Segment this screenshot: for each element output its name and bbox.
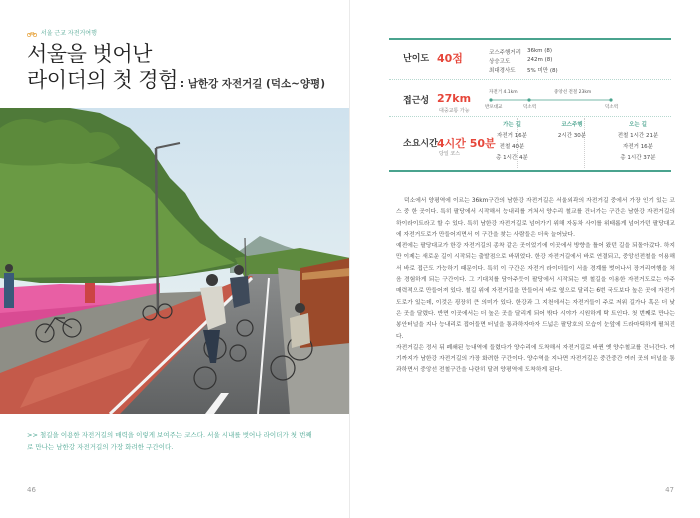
col-head-return: 오는 길 (629, 122, 647, 128)
stat-elevation-value: 242m (8) (527, 57, 553, 63)
difficulty-label: 난이도 (403, 54, 430, 64)
info-bottom-rule (389, 170, 671, 172)
access-value: 27km (437, 92, 472, 105)
access-note: 대중교통 가능 (439, 108, 470, 114)
row-divider (389, 79, 671, 80)
stat-distance-name: 코스주행거리 (489, 50, 521, 56)
page-number-left: 46 (27, 486, 36, 494)
stat-elevation (489, 57, 553, 65)
page-title-line2-text: 라이더의 첫 경험 (27, 68, 178, 92)
time-note: 당일 코스 (439, 151, 460, 157)
page-subtitle: : 남한강 자전거길 (덕소~양평) (179, 78, 325, 90)
outbound-line1: 자전거 16분 (497, 133, 527, 139)
info-top-rule (389, 38, 671, 40)
article-paragraph: 자전거길은 정서 뒤 폐쇄된 능내역에 들렸다가 양수리에 도착해서 자전거길로 바뀐 옛 양수철교를 건너간다. 여기까지가 남한강 자전거길의 가장 화려한 구간이다. 양수역을 지나면 자전거길은 중간중간 여러 곳의 터널을 통과하면서 중앙선 전철구간을 나란히 달려 양평역에 도착하게 된다. (396, 344, 675, 374)
return-line1: 전철 1시간 21분 (617, 133, 659, 139)
article-paragraph: 덕소에서 양평역에 이르는 36km구간의 남한강 자전거길은 서울외곽의 자전거길 중에서 가장 인기 있는 코스 중 한 곳이다. 특히 팔당에서 시작해서 능내리를 거쳐서 양수리 철교를 건너가는 구간은 남한강 자전거길의 하이라이트라고 할 수 있다. 특히 남한강 자전거길로 넘어가기 위해 자동차 사이를 위태롭게 넘어가던 팔당대교에 자전거도로가 만들어지면서 이 구간을 찾는 사람들은 더욱 늘어났다. (396, 198, 675, 238)
route-station3: 덕소역 (605, 105, 619, 110)
outbound-line3: 총 1시간 4분 (496, 155, 528, 161)
course-info-table (389, 38, 671, 172)
section-tag-text: 서울 근교 자전거여행 (40, 30, 97, 37)
difficulty-value: 40점 (437, 52, 463, 65)
page-title-line1: 서울을 벗어난 (27, 42, 152, 66)
bicycle-icon (27, 31, 37, 37)
page-title-line2 (27, 64, 325, 94)
route-station2: 덕소역 (523, 105, 537, 110)
stat-distance-value: 36km (8) (527, 48, 553, 54)
route-diagram (489, 95, 613, 105)
return-line3: 총 1시간 37분 (620, 155, 656, 161)
course-line1: 2시간 30분 (557, 133, 587, 139)
col-head-outbound: 가는 길 (503, 122, 521, 128)
stat-slope (489, 66, 558, 74)
photo-caption: >> 철길을 이용한 자전거길의 매력을 이렇게 보여주는 코스다. 서울 시내를 벗어나 라이더가 첫 번째로 만나는 남한강 자전거길의 가장 화려한 구간이다. (27, 431, 312, 451)
stat-slope-name: 최대경사도 (489, 68, 516, 74)
row-divider (389, 116, 671, 117)
col-head-course: 코스주행 (561, 122, 583, 128)
bike-path-photo (0, 108, 350, 414)
stat-slope-value: 5% 미만 (8) (527, 68, 558, 74)
time-label: 소요시간 (403, 139, 438, 149)
article-paragraph: 예전에는 팔당대교가 한강 자전거길의 종착 같은 곳이었기에 이곳에서 방향을 틀어 왔던 길을 되돌아갔다. 하지만 이제는 새로운 길이 시작되는 출발점으로 바뀌었다. 한강 자전거길에서 바로 연결되고, 중앙선전철을 이용해서 바로 접근도 가능하기 때문이다. 특히 이 구간은 자전거 라이더들이 서울 경계를 벗어나서 장거리여행을 처음 경험하게 되는 구간이다. 그 기대치를 담아주듯이 팔당에서 시작되는 옛 철길을 이용한 자전거도로는 아주 매력적으로 만들어져 있다. 철길 위에 자전거길을 만들어서 바로 옆으로 달리는 6번 국도보다 높은 곳에 자전거도로가 있는데, 이것은 굉장히 큰 의미가 있다. 한강과 그 지천에서는 자전거들이 주로 저위 길가나 혹은 더 낮은 곳을 달렸다. 반면 이곳에서는 더 높은 곳을 달리게 되어 밖다 시야가 시원하게 탁 트인다. 첫 번째로 만나는 봉안터널을 지나 능내리로 접어들면 터널을 통과하자마자 드넓은 팔당호의 모습이 눈앞에 드라마틱하게 펼쳐진다. (396, 243, 675, 340)
article-body (396, 196, 675, 377)
return-line2: 자전거 16분 (623, 144, 653, 150)
route-station1: 반포대교 (485, 105, 503, 110)
access-label: 접근성 (403, 96, 430, 106)
stat-distance (489, 48, 553, 56)
outbound-line2: 전철 40분 (499, 144, 525, 150)
time-value: 4시간 50분 (437, 137, 496, 150)
stat-elevation-name: 상승고도 (489, 59, 511, 65)
page-number-right: 47 (665, 486, 674, 494)
route-seg2-label: 중앙선 전철 23km (554, 90, 592, 95)
section-tag (27, 28, 97, 37)
route-seg1-label: 자전거 4.1km (489, 90, 518, 95)
